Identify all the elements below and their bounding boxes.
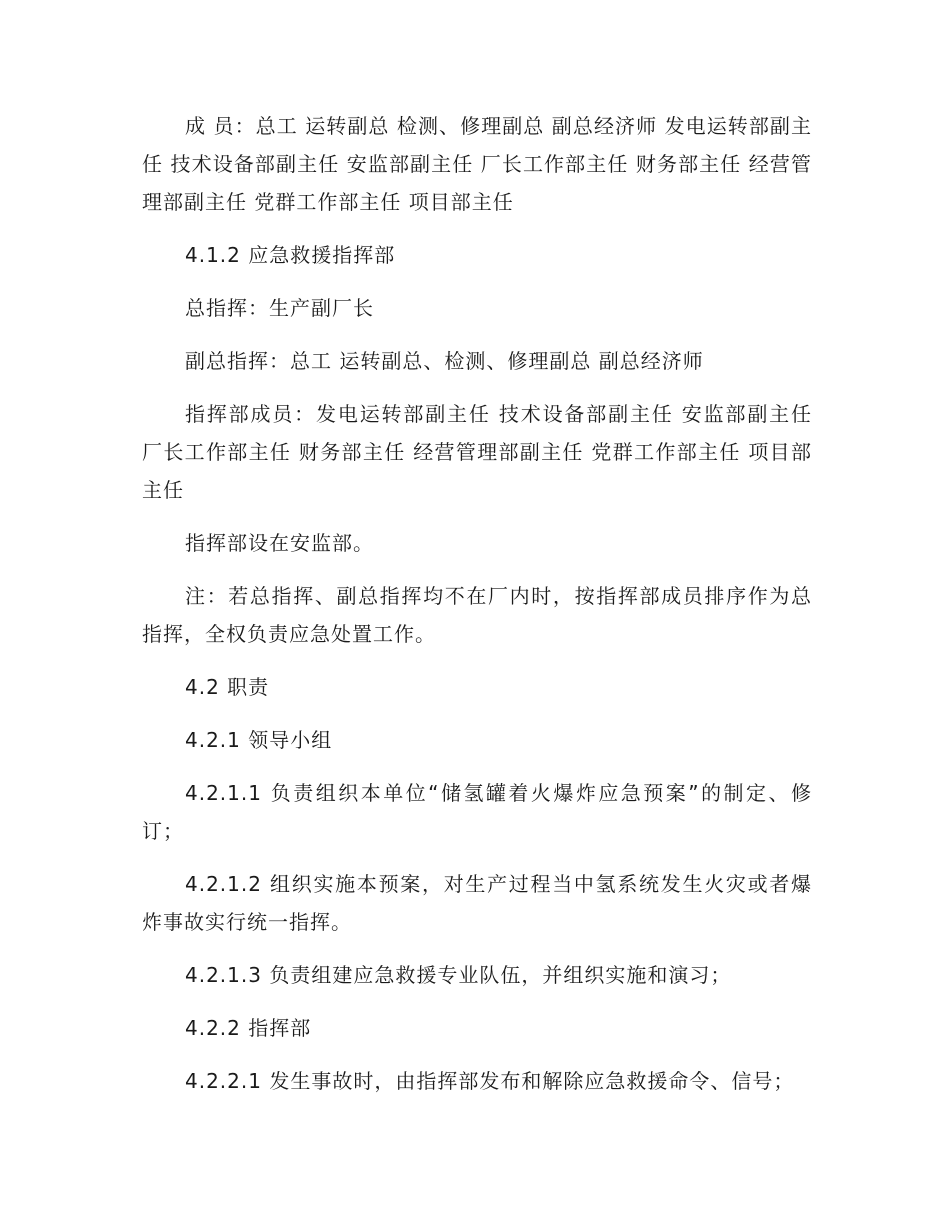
heading-4-2-2: 4.2.2 指挥部 <box>185 1016 312 1040</box>
paragraph-4-2-1-1: 4.2.1.1 负责组织本单位“储氢罐着火爆炸应急预案”的制定、修订； <box>142 781 812 843</box>
paragraph-4-2-2-1: 4.2.2.1 发生事故时，由指挥部发布和解除应急救援命令、信号； <box>185 1069 795 1093</box>
paragraph-members: 成 员：总工 运转副总 检测、修理副总 副总经济师 发电运转部副主任 技术设备部副主任 安监部副主任 厂长工作部主任 财务部主任 经营管理部副主任 党群工作部主任 项目部主任 <box>142 114 812 214</box>
document-body <box>142 107 812 1115</box>
paragraph-note: 注：若总指挥、副总指挥均不在厂内时，按指挥部成员排序作为总指挥，全权负责应急处置工作。 <box>142 584 812 646</box>
heading-4-1-2: 4.1.2 应急救援指挥部 <box>185 243 396 267</box>
paragraph-hq-location: 指挥部设在安监部。 <box>185 531 374 555</box>
heading-4-2-1: 4.2.1 领导小组 <box>185 728 333 752</box>
paragraph-4-2-1-2: 4.2.1.2 组织实施本预案，对生产过程当中氢系统发生火灾或者爆炸事故实行统一指挥。 <box>142 872 812 934</box>
paragraph-4-2-1-3: 4.2.1.3 负责组建应急救援专业队伍，并组织实施和演习； <box>185 963 732 987</box>
paragraph-hq-members: 指挥部成员：发电运转部副主任 技术设备部副主任 安监部副主任 厂长工作部主任 财务部主任 经营管理部副主任 党群工作部主任 项目部主任 <box>142 402 812 502</box>
heading-4-2: 4.2 职责 <box>185 675 270 699</box>
paragraph-commander: 总指挥：生产副厂长 <box>185 296 374 320</box>
paragraph-deputy-commander: 副总指挥：总工 运转副总、检测、修理副总 副总经济师 <box>185 349 704 373</box>
